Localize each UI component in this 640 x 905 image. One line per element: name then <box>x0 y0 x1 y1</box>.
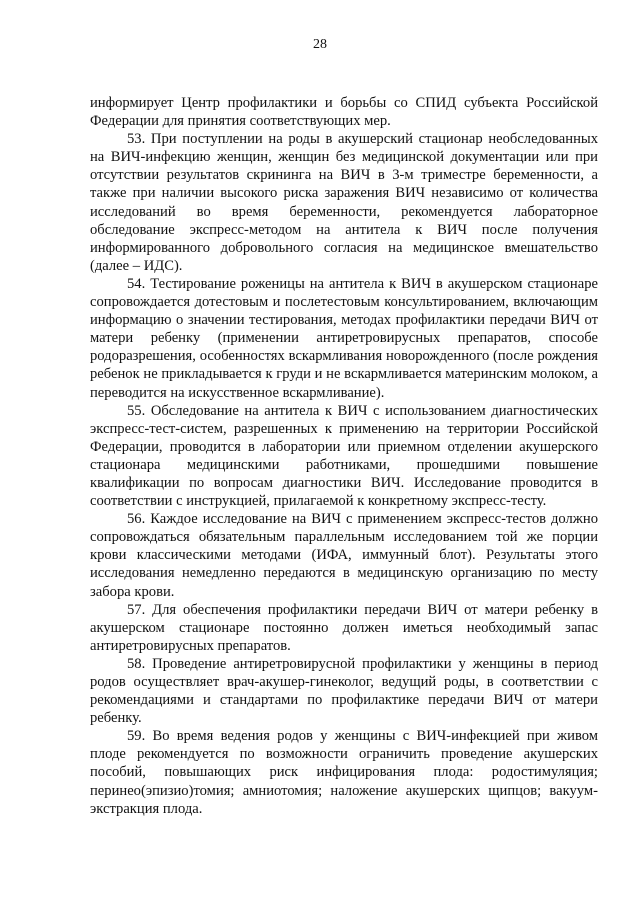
paragraph-53: 53. При поступлении на роды в акушерский стационар необследованных на ВИЧ-инфекцию женщин, женщин без медицинской документации или при отсутствии результатов скрининга на ВИЧ в 3-м триместре беременности, а также при наличии высокого риска заражения ВИЧ независимо от количества исследований во время беременности, рекомендуется лабораторное обследование экспресс-методом на антитела к ВИЧ после получения информированного добровольного согласия на медицинское вмешательство (далее – ИДС). <box>90 131 598 274</box>
paragraph-54: 54. Тестирование роженицы на антитела к ВИЧ в акушерском стационаре сопровождается дотестовым и послетестовым консультированием, включающим информацию о значении тестирования, методах профилактики передачи ВИЧ от матери ребенку (применении антиретровирусных препаратов, способе родоразрешения, особенностях вскармливания новорожденного (после рождения ребенок не прикладывается к груди и не вскармливается материнским молоком, а переводится на искусственное вскармливание). <box>90 275 598 401</box>
paragraph-56: 56. Каждое исследование на ВИЧ с применением экспресс-тестов должно сопровождаться обязательным параллельным исследованием той же порции крови классическими методами (ИФА, иммунный блот). Результаты этого исследования немедленно передаются в медицинскую организацию по месту забора крови. <box>90 511 598 600</box>
paragraph-59: 59. Во время ведения родов у женщины с ВИЧ-инфекцией при живом плоде рекомендуется по возможности ограничить проведение акушерских пособий, повышающих риск инфицирования плода: родостимуляция; перинео(эпизио)томия; амниотомия; наложение акушерских щипцов; вакуум-экстракция плода. <box>90 728 598 817</box>
paragraph-55: 55. Обследование на антитела к ВИЧ с использованием диагностических экспресс-тест-систем, разрешенных к применению на территории Российской Федерации, проводится в лаборатории или приемном отделении акушерского стационара медицинскими работниками, прошедшими повышение квалификации по вопросам диагностики ВИЧ. Исследование проводится в соответствии с инструкцией, прилагаемой к конкретному экспресс-тесту. <box>90 402 598 510</box>
page-number: 28 <box>313 37 327 52</box>
paragraph-58: 58. Проведение антиретровирусной профилактики у женщины в период родов осуществляет врач-акушер-гинеколог, ведущий роды, в соответствии с рекомендациями и стандартами по профилактике передачи ВИЧ от матери ребенку. <box>90 655 598 727</box>
paragraph-57: 57. Для обеспечения профилактики передачи ВИЧ от матери ребенку в акушерском стационаре постоянно должен иметься необходимый запас антиретровирусных препаратов. <box>90 601 598 654</box>
document-body <box>90 94 598 818</box>
paragraph-continuation: информирует Центр профилактики и борьбы со СПИД субъекта Российской Федерации для принятия соответствующих мер. <box>90 95 598 130</box>
